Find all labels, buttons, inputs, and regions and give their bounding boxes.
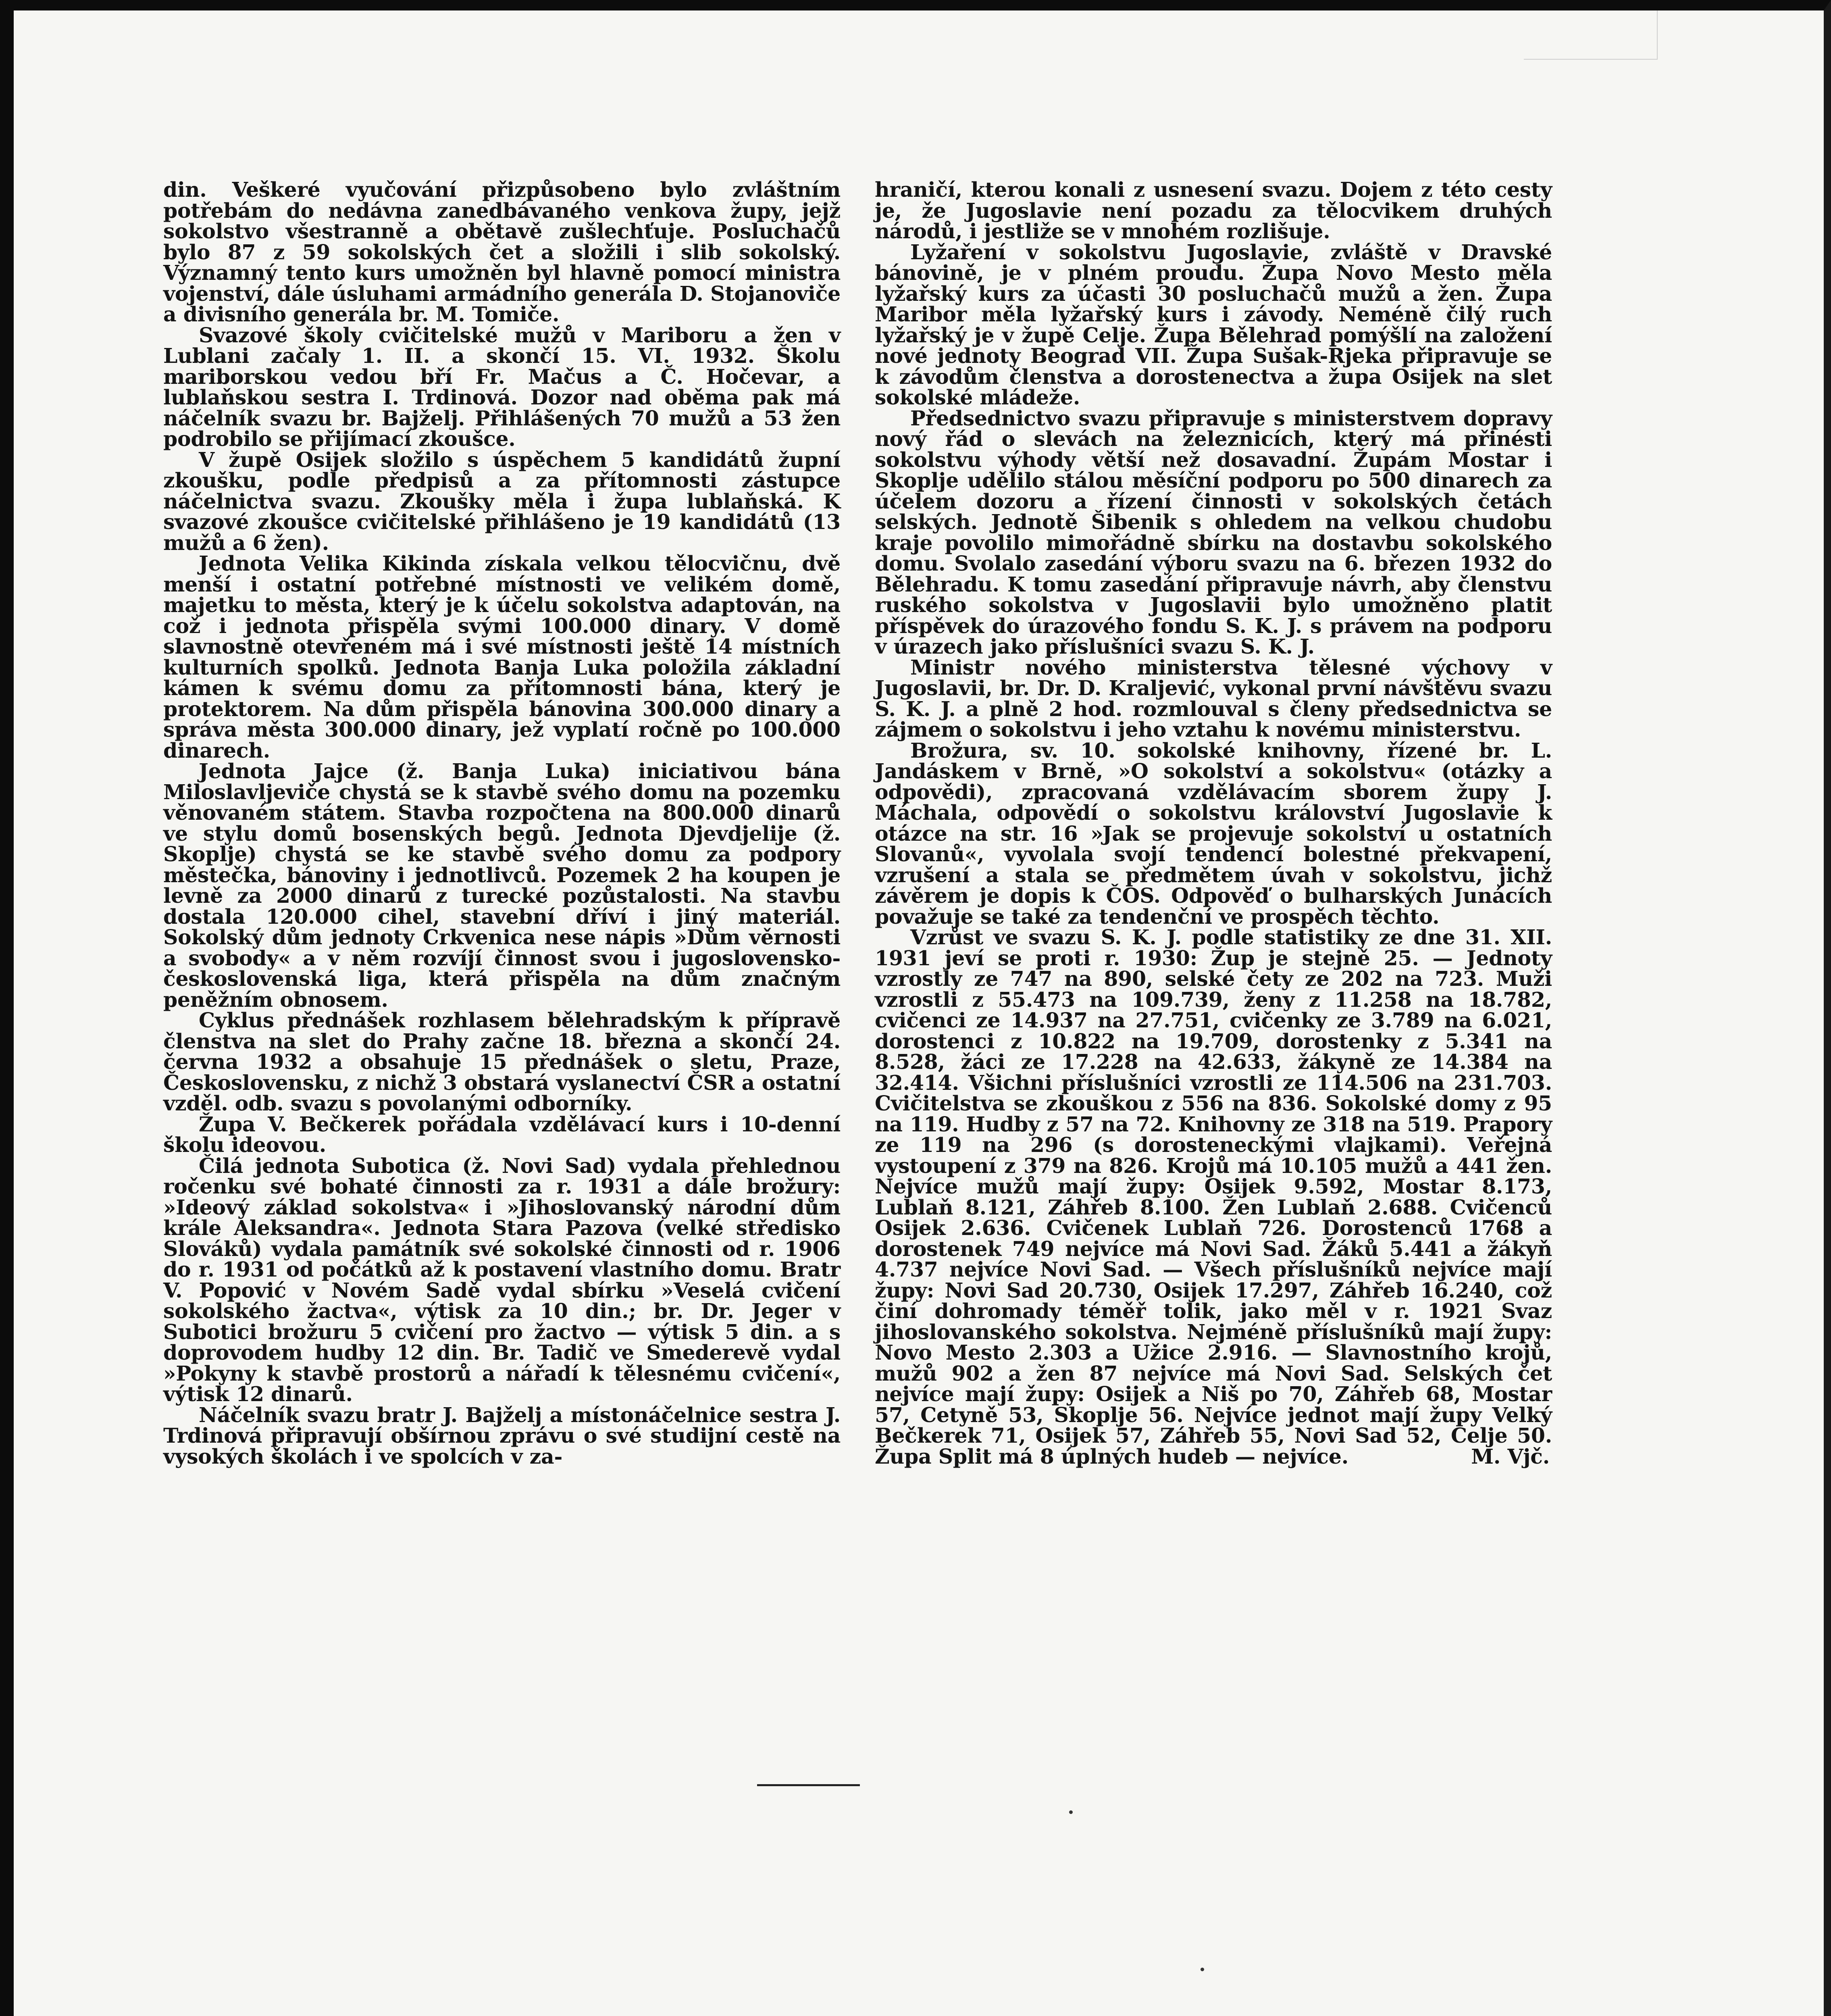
paragraph: din. Veškeré vyučování přizpůsobeno bylo zvláštním potřebám do nedávna zanedbávaného venkova župy, jejž sokolstvo všestranně a obětavě zušlechťuje. Posluchačů bylo 87 z 59 sokolských čet a složili i slib sokolský. Významný tento kurs umožněn byl hlavně pomocí ministra vojenství, dále úsluhami armádního generála D. Stojanoviče a divisního generála br. M. Tomiče.	[163, 178, 841, 326]
paragraph: V župě Osijek složilo s úspěchem 5 kandidátů župní zkoušku, podle předpisů a za přítomnosti zástupce náčelnictva svazu. Zkoušky měla i župa lublaňská. K svazové zkoušce cvičitelské přihlášeno je 19 kandidátů (13 mužů a 6 žen).	[163, 448, 841, 555]
paragraph	[875, 927, 1552, 1467]
article-body	[163, 179, 1552, 1752]
paragraph: Jednota Jajce (ž. Banja Luka) iniciativou bána Miloslavljeviče chystá se k stavbě svého domu na pozemku věnovaném státem. Stavba rozpočtena na 800.000 dinarů ve stylu domů bosenských begů. Jednota Djevdjelije (ž. Skoplje) chystá se ke stavbě svého domu za podpory městečka, bánoviny i jednotlivců. Pozemek 2 ha koupen je levně za 2000 dinarů z turecké pozůstalosti. Na stavbu dostala 120.000 cihel, stavební dříví i jiný materiál. Sokolský dům jednoty Crkvenica nese nápis »Dům věrnosti a svobody« a v něm rozvíjí činnost svou i jugoslovensko-československá liga, která přispěla na dům značným peněžním obnosem.	[163, 759, 841, 1012]
paragraph: Brožura, sv. 10. sokolské knihovny, řízené br. L. Jandáskem v Brně, »O sokolství a sokolstvu« (otázky a odpovědi), zpracovaná vzdělávacím sborem župy J. Máchala, odpovědí o sokolstvu království Jugoslavie k otázce na str. 16 »Jak se projevuje sokolství u ostatních Slovanů«, vyvolala svojí tendencí bolestné překvapení, vzrušení a stala se předmětem úvah v sokolstvu, jichž závěrem je dopis k ČOS. Odpověď o bulharských Junácích považuje se také za tendenční ve prospěch těchto.	[875, 738, 1552, 929]
paragraph: Jednota Velika Kikinda získala velkou tělocvičnu, dvě menší i ostatní potřebné místnosti ve velikém domě, majetku to města, který je k účelu sokolstva adaptován, na což i jednota přispěla svými 100.000 dinary. V domě slavnostně otevřeném má i své místnosti ještě 14 místních kulturních spolků. Jednota Banja Luka položila základní kámen k svému domu za přítomnosti bána, který je protektorem. Na dům přispěla bánovina 300.000 dinary a správa města 300.000 dinary, jež vyplatí ročně po 100.000 dinarech.	[163, 552, 841, 762]
statistics-text: Vzrůst ve svazu S. K. J. podle statistiky ze dne 31. XII. 1931 jeví se proti r. 1930: Žup je stejně 25. — Jednoty vzrostly ze 747 na 890, selské čety ze 202 na 723. Muži vzrostli z 55.473 na 109.739, ženy z 11.258 na 18.782, cvičenci ze 14.937 na 27.751, cvičenky ze 3.789 na 6.021, dorostenci z 10.822 na 19.709, dorostenky z 5.341 na 8.528, žáci ze 17.228 na 42.633, žákyně ze 14.384 na 32.414. Všichni příslušníci vzrostli ze 114.506 na 231.703. Cvičitelstva se zkouškou z 556 na 836. Sokolské domy z 95 na 119. Hudby z 57 na 72. Knihovny ze 318 na 519. Prapory ze 119 na 296 (s dorosteneckými vlajkami). Veřejná vystoupení z 379 na 826. Krojů má 10.105 mužů a 441 žen. Nejvíce mužů mají župy: Osijek 9.592, Mostar 8.173, Lublaň 8.121, Záhřeb 8.100. Žen Lublaň 2.688. Cvičenců Osijek 2.636. Cvičenek Lublaň 726. Dorostenců 1768 a dorostenek 749 nejvíce má Novi Sad. Žáků 5.441 a žákyň 4.737 nejvíce Novi Sad. — Všech příslušníků nejvíce mají župy: Novi Sad 20.730, Osijek 17.297, Záhřeb 16.240, což činí dohromady téměř tolik, jako měl v r. 1921 Svaz jihoslovanského sokolstva. Nejméně příslušníků mají župy: Novo Mesto 2.303 a Užice 2.916. — Slavnostního krojů, mužů 902 a žen 87 nejvíce má Novi Sad. Selských čet nejvíce mají župy: Osijek a Niš po 70, Záhřeb 68, Mostar 57, Cetyně 53, Skoplje 56. Nejvíce jednot mají župy Velký Bečkerek 71, Osijek 57, Záhřeb 55, Novi Sad 52, Celje 50. Župa Split má 8 úplných hudeb — nejvíce.	[875, 925, 1552, 1468]
paragraph: Župa V. Bečkerek pořádala vzdělávací kurs i 10-denní školu ideovou.	[163, 1112, 841, 1157]
paragraph: Svazové školy cvičitelské mužů v Mariboru a žen v Lublani začaly 1. II. a skončí 15. VI. 1932. Školu mariborskou vedou bří Fr. Mačus a Č. Hočevar, a lublaňskou sestra I. Trdinová. Dozor nad oběma pak má náčelník svazu br. Bajželj. Přihlášených 70 mužů a 53 žen podrobilo se přijímací zkoušce.	[163, 323, 841, 451]
paragraph: Čilá jednota Subotica (ž. Novi Sad) vydala přehlednou ročenku své bohaté činnosti za r. 1931 a dále brožury: »Ideový základ sokolstva« i »Jihoslovanský národní dům krále Aleksandra«. Jednota Stara Pazova (velké středisko Slováků) vydala památník své sokolské činnosti od r. 1906 do r. 1931 od počátků až k postavení vlastního domu. Bratr V. Popović v Novém Sadě vydal sbírku »Veselá cvičení sokolského žactva«, výtisk za 10 din.; br. Dr. Jeger v Subotici brožuru 5 cvičení pro žactvo — výtisk 5 din. a s doprovodem hudby 12 din. Br. Tadič ve Smederevě vydal »Pokyny k stavbě prostorů a nářadí k tělesnému cvičení«, výtisk 12 dinarů.	[163, 1154, 841, 1406]
right-column	[875, 179, 1552, 1467]
section-divider	[757, 1784, 860, 1786]
scan-speck	[1069, 1810, 1073, 1814]
paragraph: Předsednictvo svazu připravuje s ministerstvem dopravy nový řád o slevách na železnicích, který má přinésti sokolstvu výhody větší než dosavadní. Župám Mostar i Skoplje udělilo stálou měsíční podporu po 500 dinarech za účelem dozoru a řízení činnosti v sokolských četách selských. Jednotě Šibenik s ohledem na velkou chudobu kraje povolilo mimořádně sbírku na dostavbu sokolského domu. Svolalo zasedání výboru svazu na 6. březen 1932 do Bělehradu. K tomu zasedání připravuje návrh, aby členstvu ruského sokolstva v Jugoslavii bylo umožněno platit příspěvek do úrazového fondu S. K. J. s právem na podporu v úrazech jako příslušníci svazu S. K. J.	[875, 406, 1552, 658]
paragraph: Cyklus přednášek rozhlasem bělehradským k přípravě členstva na slet do Prahy začne 18. března a skončí 24. června 1932 a obsahuje 15 přednášek o sletu, Praze, Československu, z nichž 3 obstará vyslanectví ČSR a ostatní vzděl. odb. svazu s povolanými odborníky.	[163, 1008, 841, 1115]
scan-artifact	[1524, 10, 1658, 60]
paragraph: hraničí, kterou konali z usnesení svazu. Dojem z této cesty je, že Jugoslavie není pozadu za tělocvikem druhých národů, i jestliže se v mnohém rozlišuje.	[875, 178, 1552, 243]
author-signature: M. Vjč.	[1471, 1444, 1550, 1468]
paragraph: Ministr nového ministerstva tělesné výchovy v Jugoslavii, br. Dr. D. Kraljević, vykonal první návštěvu svazu S. K. J. a plně 2 hod. rozmlouval s členy předsednictva se zájmem o sokolstvu i jeho vztahu k novému ministerstvu.	[875, 655, 1552, 741]
left-column	[163, 179, 841, 1467]
paragraph: Náčelník svazu bratr J. Bajželj a místonáčelnice sestra J. Trdinová připravují obšírnou zprávu o své studijní cestě na vysokých školách i ve spolcích v za-	[163, 1403, 841, 1468]
paragraph: Lyžaření v sokolstvu Jugoslavie, zvláště v Dravské bánovině, je v plném proudu. Župa Novo Mesto měla lyžařský kurs za účasti 30 posluchačů mužů a žen. Župa Maribor měla lyžařský kurs i závody. Neméně čilý ruch lyžařský je v župě Celje. Župa Bělehrad pomýšlí na založení nové jednoty Beograd VII. Župa Sušak-Rjeka připravuje se k závodům členstva a dorostenectva a župa Osijek na slet sokolské mládeže.	[875, 240, 1552, 409]
scan-speck	[1201, 1968, 1204, 1971]
